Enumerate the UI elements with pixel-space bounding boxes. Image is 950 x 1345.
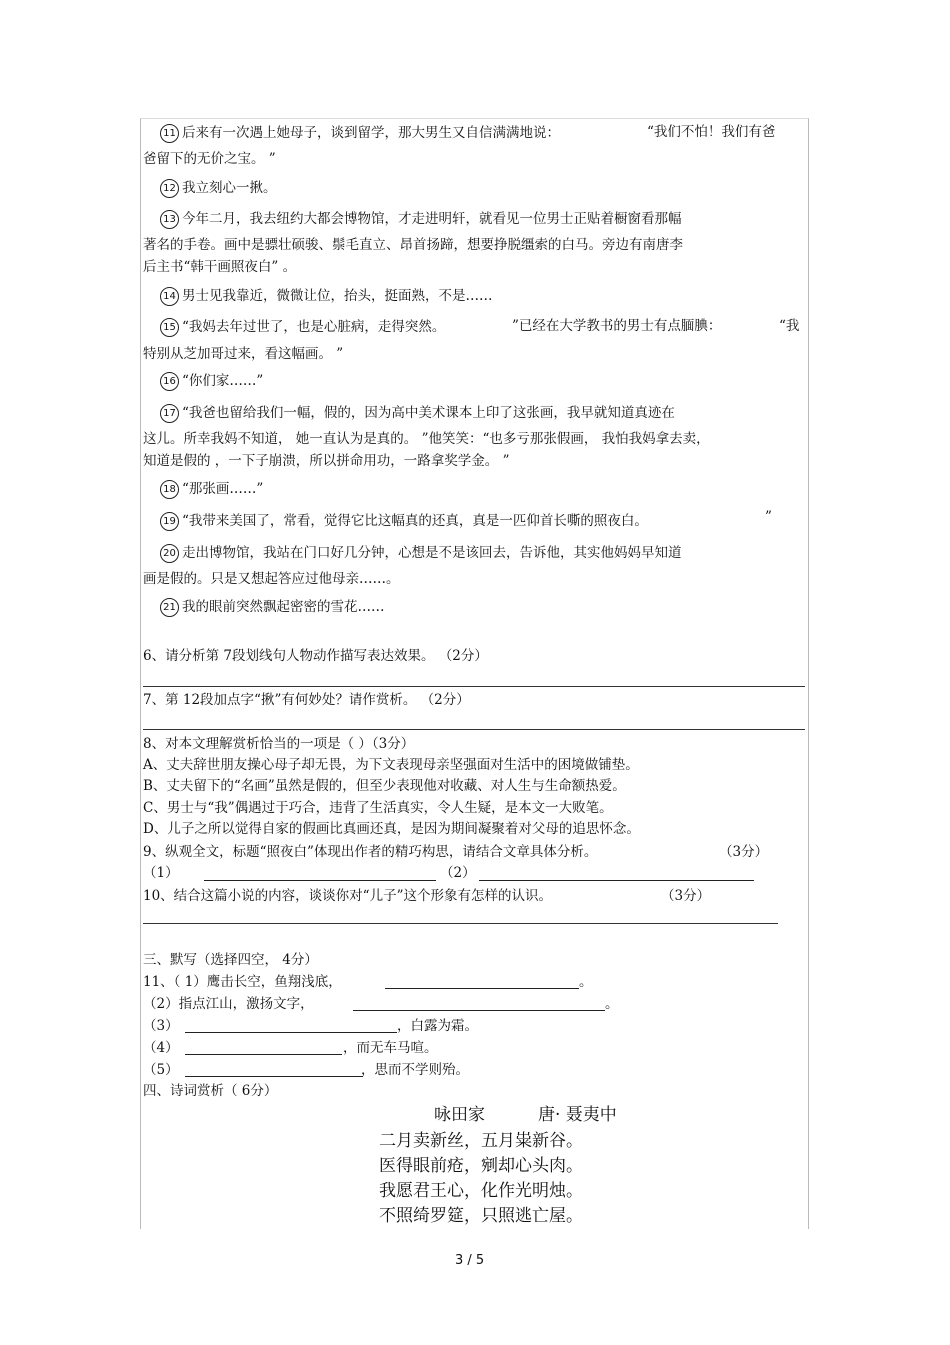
- paragraph-text: “我们不怕！我们有爸: [647, 124, 776, 140]
- option-b: B、丈夫留下的“名画”虽然是假的，但至少表现他对收藏、对人生与生命额热爱。: [143, 778, 626, 794]
- paragraph-13: [160, 210, 682, 229]
- question-10-score: （3分）: [661, 888, 711, 904]
- poem-author: 唐· 聂夷中: [538, 1105, 617, 1125]
- page-number: 3 / 5: [455, 1253, 485, 1268]
- question-9: 9、纵观全文，标题“照夜白”体现出作者的精巧构思，请结合文章具体分析。: [143, 844, 598, 860]
- dictation-2-end: 。: [605, 996, 619, 1012]
- paragraph-text: 后主书“韩干画照夜白” 。: [143, 259, 297, 275]
- question-7: 7、第 12段加点字“揪”有何妙处？请作赏析。 （2分）: [143, 692, 470, 708]
- paragraph-text: 知道是假的 ，一下子崩溃，所以拼命用功，一路拿奖学金。 ”: [143, 453, 510, 469]
- paragraph-text: “我妈去年过世了，也是心脏病，走得突然。: [182, 319, 446, 335]
- dictation-5-prompt: （5）: [143, 1062, 179, 1078]
- paragraph-text: ”: [765, 509, 772, 525]
- paragraph-16: [160, 372, 263, 391]
- page-frame: [140, 118, 809, 1229]
- dictation-4-end: ，而无车马喧。: [343, 1040, 438, 1056]
- paragraph-text: “我爸也留给我们一幅，假的，因为高中美术课本上印了这张画，我早就知道真迹在: [182, 405, 675, 421]
- paragraph-text: 男士见我靠近，微微让位，抬头，挺面熟，不是……: [182, 288, 493, 304]
- paragraph-11: [160, 124, 560, 143]
- paragraph-text: 我立刻心一揪。: [182, 180, 277, 196]
- answer-line[interactable]: [143, 729, 805, 730]
- answer-blank[interactable]: [185, 1054, 342, 1055]
- paragraph-text: ”已经在大学教书的男士有点腼腆：: [512, 318, 722, 334]
- answer-blank[interactable]: [479, 880, 754, 881]
- answer-line[interactable]: [143, 923, 778, 924]
- question-6: 6、请分析第 7段划线句人物动作描写表达效果。 （2分）: [143, 648, 488, 664]
- question-10: 10、结合这篇小说的内容，谈谈你对“儿子”这个形象有怎样的认识。: [143, 888, 552, 904]
- answer-blank[interactable]: [185, 1076, 363, 1077]
- paragraph-text: “你们家……”: [182, 373, 264, 389]
- paragraph-number: 14: [160, 287, 179, 306]
- paragraph-19: [160, 512, 648, 531]
- paragraph-number: 20: [160, 544, 179, 563]
- paragraph-15: [160, 318, 445, 337]
- paragraph-14: [160, 287, 493, 306]
- paragraph-text: 这儿。所幸我妈不知道， 她一直认为是真的。 ”他笑笑：“也多亏那张假画， 我怕我妈拿去卖，: [143, 431, 710, 447]
- paragraph-21: [160, 598, 385, 617]
- paragraph-text: 我的眼前突然飘起密密的雪花……: [182, 599, 385, 615]
- option-c: C、男士与“我”偶遇过于巧合，违背了生活真实，令人生疑，是本文一大败笔。: [143, 800, 613, 816]
- paragraph-text: 画是假的。只是又想起答应过他母亲……。: [143, 571, 400, 587]
- paragraph-number: 11: [160, 124, 179, 143]
- paragraph-number: 16: [160, 372, 179, 391]
- question-8: 8、对本文理解赏析恰当的一项是（ ）（3分）: [143, 736, 415, 752]
- poem-title: 咏田家: [434, 1105, 485, 1125]
- dictation-4-prompt: （4）: [143, 1040, 179, 1056]
- paragraph-text: “那张画……”: [182, 481, 264, 497]
- question-9-score: （3分）: [719, 844, 769, 860]
- poem-line: 我愿君王心，化作光明烛。: [379, 1181, 583, 1201]
- paragraph-20: [160, 544, 682, 563]
- paragraph-text: 爸留下的无价之宝。 ”: [143, 151, 276, 167]
- section-3-title: 三、默写（选择四空， 4分）: [143, 952, 318, 968]
- dictation-1-prompt: 11、（ 1）鹰击长空，鱼翔浅底，: [143, 974, 342, 990]
- paragraph-number: 21: [160, 598, 179, 617]
- dictation-5-end: ，思而不学则殆。: [361, 1062, 469, 1078]
- paragraph-text: 特别从芝加哥过来，看这幅画。 ”: [143, 346, 344, 362]
- dictation-1-end: 。: [579, 974, 593, 990]
- answer-blank[interactable]: [385, 988, 579, 989]
- poem-line: 二月卖新丝，五月粜新谷。: [379, 1131, 583, 1151]
- dictation-3-prompt: （3）: [143, 1018, 179, 1034]
- paragraph-text: 今年二月，我去纽约大都会博物馆，才走进明轩，就看见一位男士正贴着橱窗看那幅: [182, 211, 682, 227]
- paragraph-number: 17: [160, 404, 179, 423]
- answer-line[interactable]: [143, 686, 805, 687]
- answer-blank[interactable]: [204, 880, 436, 881]
- paragraph-text: “我带来美国了，常看，觉得它比这幅真的还真，真是一匹仰首长嘶的照夜白。: [182, 513, 648, 529]
- dictation-2-prompt: （2）指点江山，激扬文字，: [143, 996, 314, 1012]
- paragraph-text: 后来有一次遇上她母子，谈到留学，那大男生又自信满满地说：: [182, 125, 560, 141]
- paragraph-17: [160, 404, 675, 423]
- section-4-title: 四、诗词赏析（ 6分）: [143, 1083, 278, 1099]
- dictation-3-end: ，白露为霜。: [397, 1018, 478, 1034]
- paragraph-12: [160, 179, 277, 198]
- paragraph-number: 13: [160, 210, 179, 229]
- question-9-part-1: （1）: [143, 865, 179, 881]
- paragraph-text: 走出博物馆，我站在门口好几分钟，心想是不是该回去，告诉他，其实他妈妈早知道: [182, 545, 682, 561]
- question-9-part-2: （2）: [440, 865, 476, 881]
- paragraph-18: [160, 480, 263, 499]
- paragraph-text: 著名的手卷。画中是骠壮硕骏、鬃毛直立、昂首扬蹄，想要挣脱缰索的白马。旁边有南唐李: [143, 237, 683, 253]
- option-a: A、丈夫辞世朋友操心母子却无畏，为下文表现母亲坚强面对生活中的困境做铺垫。: [143, 757, 639, 773]
- paragraph-number: 18: [160, 480, 179, 499]
- paragraph-number: 12: [160, 179, 179, 198]
- paragraph-number: 19: [160, 512, 179, 531]
- answer-blank[interactable]: [185, 1032, 397, 1033]
- option-d: D、儿子之所以觉得自家的假画比真画还真，是因为期间凝聚着对父母的追思怀念。: [143, 821, 640, 837]
- paragraph-text: “我: [779, 318, 800, 334]
- answer-blank[interactable]: [353, 1010, 605, 1011]
- poem-line: 医得眼前疮，剜却心头肉。: [379, 1156, 583, 1176]
- poem-line: 不照绮罗筵，只照逃亡屋。: [379, 1206, 583, 1226]
- paragraph-number: 15: [160, 318, 179, 337]
